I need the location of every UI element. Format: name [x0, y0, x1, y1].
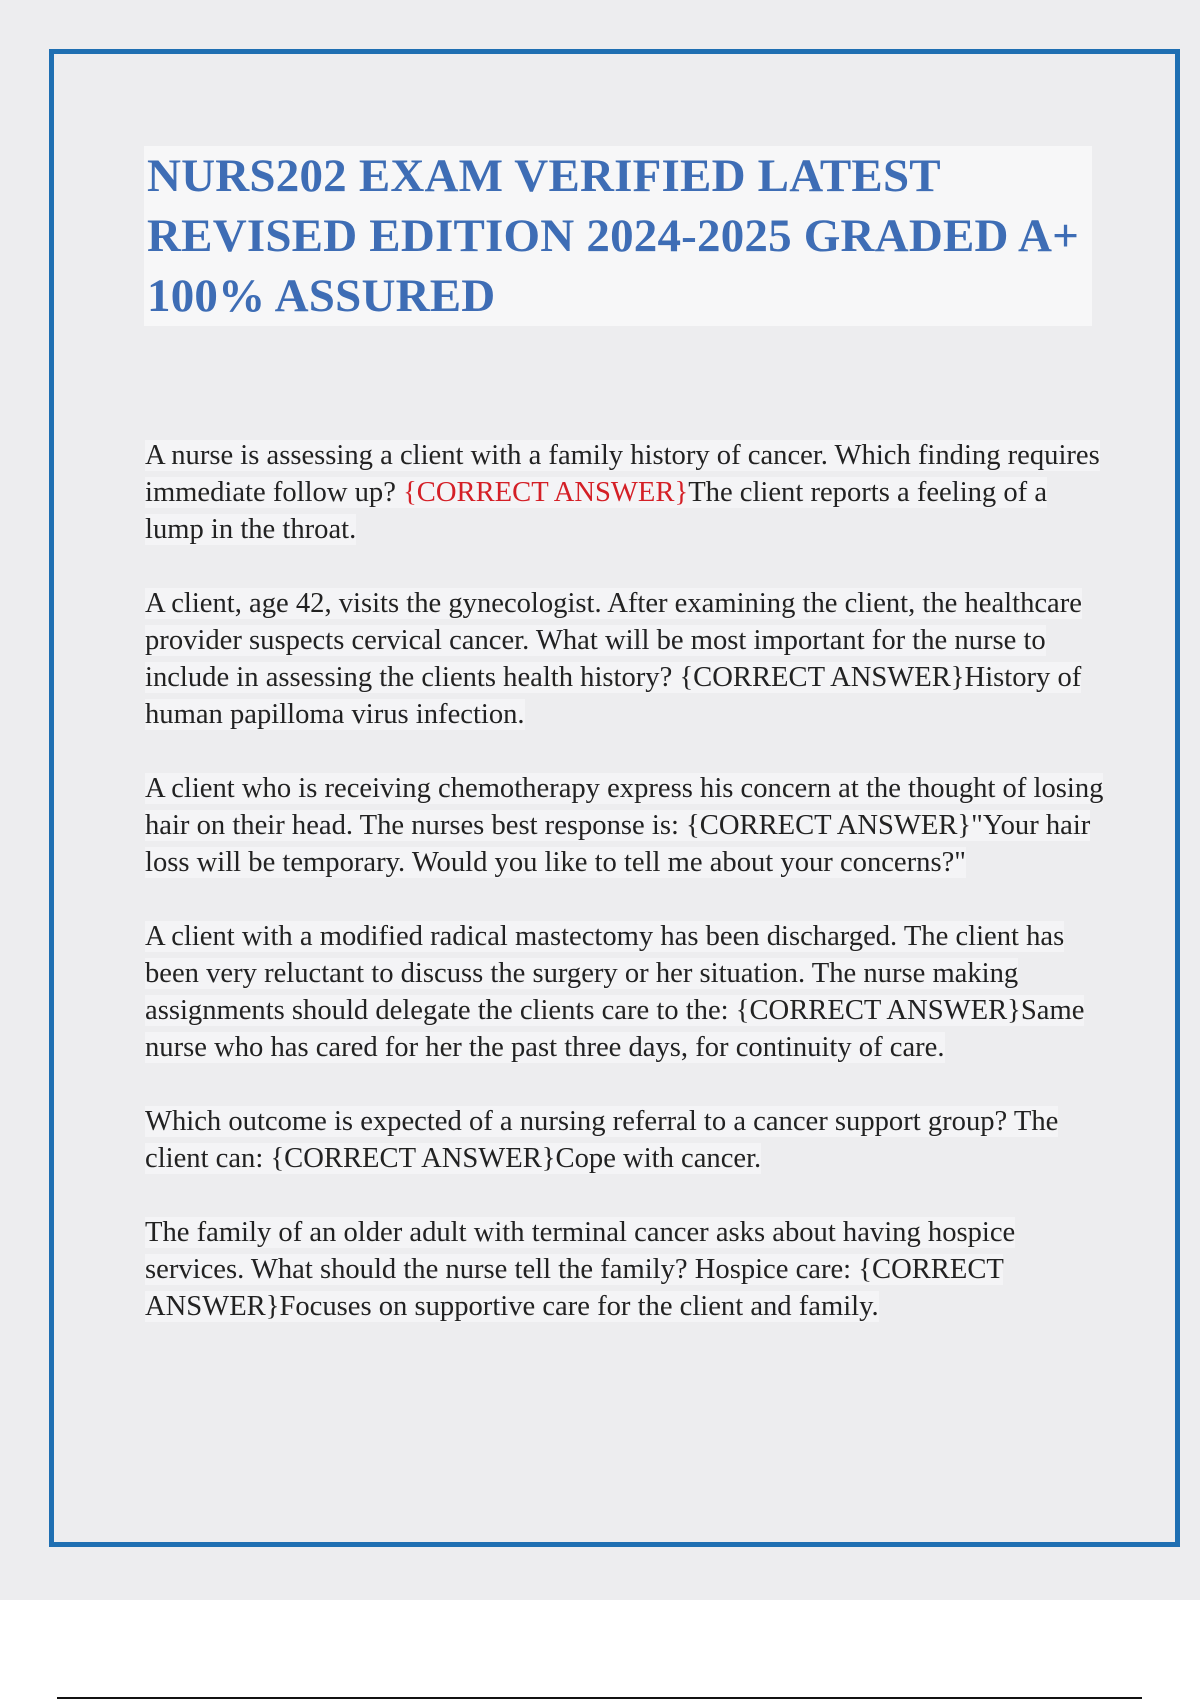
question-text: Which outcome is expected of a nursing referral to a cancer support group? The client can: [145, 1106, 1059, 1174]
question-text: A client, age 42, visits the gynecologist. After examining the client, the healthcare provider suspects cervical cancer. What will be most important for the nurse to include in assessing the clients health history? [145, 588, 1082, 693]
qa-item [145, 1103, 1105, 1177]
correct-answer-tag: {CORRECT ANSWER} [686, 810, 972, 841]
qa-item [145, 585, 1105, 733]
question-text: A nurse is assessing a client with a family history of cancer. Which finding requires immediate follow up? [145, 440, 1100, 508]
answer-text: Cope with cancer. [555, 1143, 762, 1174]
question-text: A client with a modified radical mastectomy has been discharged. The client has been very reluctant to discuss the surgery or her situation. The nurse making assignments should delegate the clients care to the: [145, 921, 1065, 1026]
answer-text: "Your hair loss will be temporary. Would you like to tell me about your concerns?" [145, 810, 1091, 878]
footer-divider-line [57, 1697, 1142, 1699]
correct-answer-tag: {CORRECT ANSWER} [679, 662, 965, 693]
answer-text: History of human papilloma virus infection. [145, 662, 1082, 730]
correct-answer-tag: {CORRECT ANSWER} [735, 995, 1021, 1026]
qa-item [145, 918, 1105, 1066]
answer-text: Same nurse who has cared for her the past three days, for continuity of care. [145, 995, 1085, 1063]
question-text: A client who is receiving chemotherapy express his concern at the thought of losing hair on their head. The nurses best response is: [145, 773, 1104, 841]
answer-text: The client reports a feeling of a lump in the throat. [145, 477, 1048, 545]
document-title: NURS202 EXAM VERIFIED LATEST REVISED EDITION 2024-2025 GRADED A+ 100% ASSURED [147, 150, 1080, 322]
correct-answer-tag: {CORRECT ANSWER} [145, 1254, 1004, 1322]
correct-answer-tag: {CORRECT ANSWER} [270, 1143, 556, 1174]
qa-item [145, 437, 1105, 548]
answer-text: Focuses on supportive care for the client and family. [279, 1291, 879, 1322]
qa-item [145, 770, 1105, 881]
qa-list [145, 437, 1105, 1362]
qa-item [145, 1214, 1105, 1325]
title-block [144, 146, 1092, 326]
correct-answer-tag: {CORRECT ANSWER} [403, 477, 689, 508]
question-text: The family of an older adult with terminal cancer asks about having hospice services. What should the nurse tell the family? Hospice care: [145, 1217, 1016, 1285]
